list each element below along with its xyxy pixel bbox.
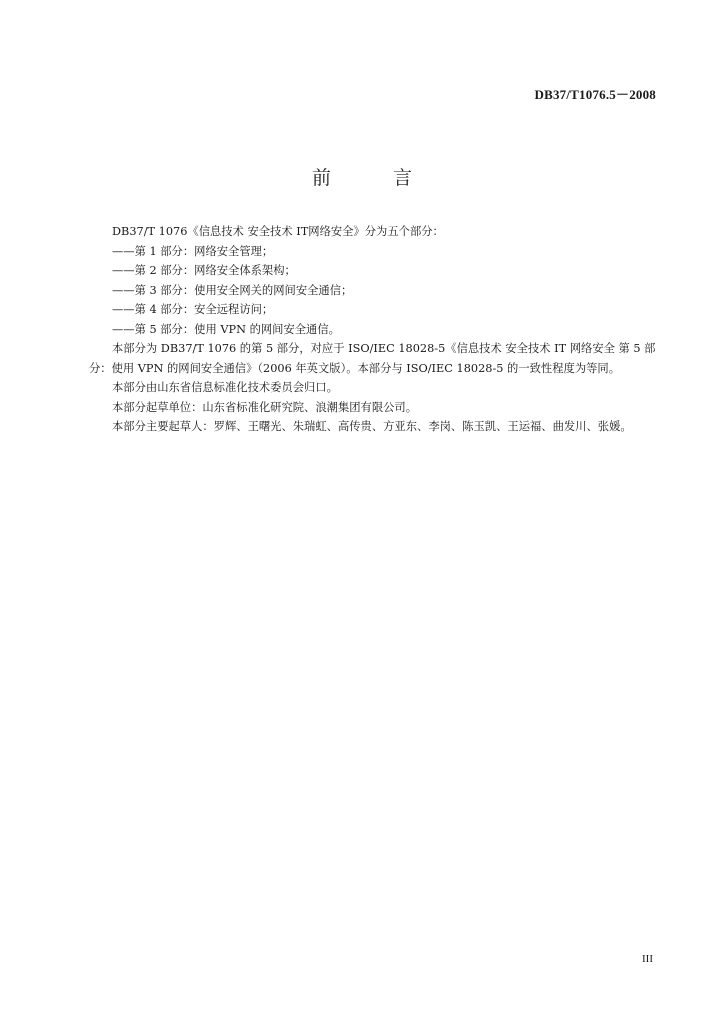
- foreword-body: [89, 222, 657, 437]
- list-dash: ——: [112, 322, 135, 336]
- list-item: [89, 242, 657, 262]
- list-item: [89, 281, 657, 301]
- list-item-text: 第 5 部分：使用 VPN 的网间安全通信。: [134, 322, 340, 336]
- intro-paragraph: DB37/T 1076《信息技术 安全技术 IT网络安全》分为五个部分：: [112, 225, 444, 238]
- page-title: 前 言: [311, 167, 441, 189]
- list-item-text: 第 2 部分：网络安全体系架构；: [134, 264, 296, 277]
- list-dash: ——: [112, 283, 135, 297]
- drafters-paragraph: 本部分主要起草人：罗辉、王曙光、朱瑞虹、高传贵、方亚东、李岗、陈玉凯、王运福、曲发川、张媛。: [112, 420, 632, 433]
- correspondence-paragraph: 本部分为 DB37/T 1076 的第 5 部分，对应于 ISO/IEC 18028-5《信息技术 安全技术 IT 网络安全 第 5 部分：使用 VPN 的网间安全通信》（2006 年英文版）。本部分与 ISO/IEC 18028-5 的一致性程度为等同。: [89, 342, 656, 375]
- list-item-text: 第 1 部分：网络安全管理；: [134, 244, 274, 258]
- list-item: [89, 261, 657, 281]
- drafting-units-paragraph: 本部分起草单位：山东省标准化研究院、浪潮集团有限公司。: [112, 400, 418, 414]
- list-item-text: 第 4 部分：安全远程访问；: [134, 303, 274, 316]
- list-item: [89, 300, 657, 320]
- list-dash: ——: [112, 264, 135, 277]
- page-number: III: [642, 953, 653, 965]
- responsible-committee-paragraph: 本部分由山东省信息标准化技术委员会归口。: [112, 381, 338, 394]
- list-item-text: 第 3 部分：使用安全网关的网间安全通信；: [134, 283, 353, 297]
- list-dash: ——: [112, 244, 135, 258]
- document-code: DB37/T1076.5－2008: [534, 87, 656, 102]
- list-dash: ——: [112, 303, 135, 316]
- list-item: [89, 320, 657, 340]
